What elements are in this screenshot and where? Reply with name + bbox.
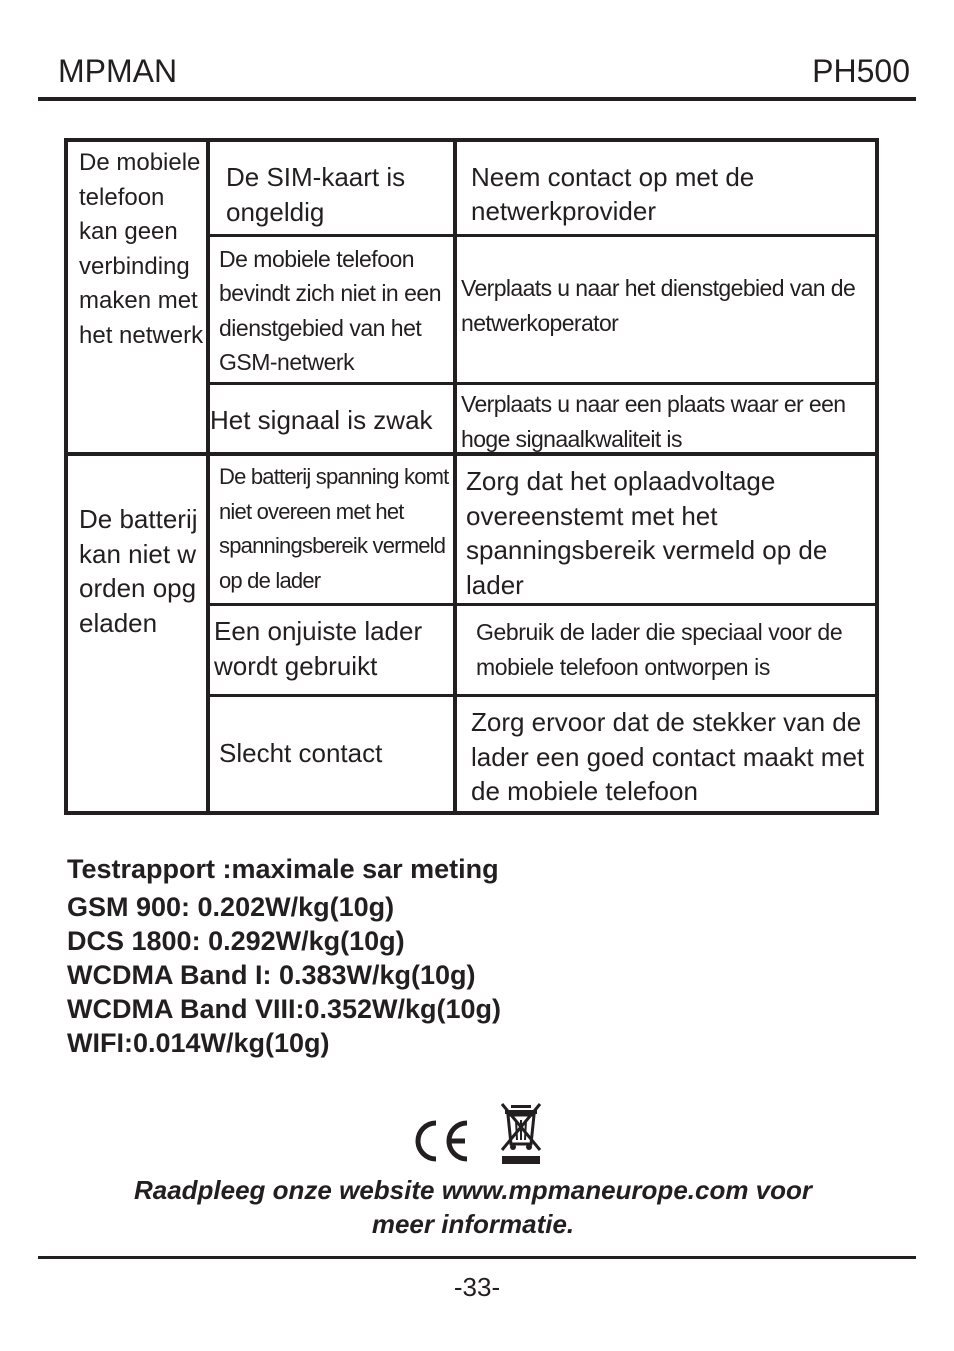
- report-line: WIFI:0.014W/kg(10g): [67, 1028, 330, 1058]
- footer-rule: [38, 1256, 916, 1259]
- report-title: Testrapport :maximale sar meting: [67, 854, 499, 884]
- cause-battery-voltage-mismatch: De batterij spanning komt niet overeen met het spanningsbereik vermeld op de lader: [219, 464, 449, 593]
- cause-weak-signal: Het signaal is zwak: [210, 405, 433, 435]
- report-line: WCDMA Band VIII:0.352W/kg(10g): [67, 994, 502, 1024]
- solution-move-to-strong-signal: Verplaats u naar een plaats waar er een hoge signaalkwaliteit is: [461, 391, 846, 452]
- ce-mark-icon: [410, 1116, 470, 1166]
- website-note: Raadpleeg onze website www.mpmaneurope.com voor meer informatie.: [133, 1175, 813, 1239]
- header-brand: MPMAN: [58, 53, 178, 89]
- certification-logos: [410, 1102, 550, 1166]
- header-model: PH500: [812, 53, 910, 89]
- solution-match-charge-voltage: Zorg dat het oplaadvoltage overeenstemt met het spanningsbereik vermeld op de lader: [466, 466, 828, 600]
- solution-contact-provider: Neem contact op met de netwerkprovider: [471, 162, 755, 226]
- sar-test-report: [67, 852, 501, 1060]
- problem-no-network: De mobiele telefoon kan geen verbinding maken met het netwerk: [79, 149, 204, 349]
- page-number: -33-: [453, 1272, 501, 1302]
- cause-wrong-charger: Een onjuiste lader wordt gebruikt: [214, 616, 423, 681]
- crossed-out-wheelie-bin-icon: [498, 1102, 544, 1166]
- header-rule: [38, 97, 916, 101]
- solution-use-dedicated-charger: Gebruik de lader die speciaal voor de mobiele telefoon ontworpen is: [476, 619, 843, 680]
- report-line: WCDMA Band I: 0.383W/kg(10g): [67, 960, 476, 990]
- problem-battery-not-charging: De batterij kan niet worden opgeladen: [79, 504, 198, 638]
- solution-move-to-service-area: Verplaats u naar het dienstgebied van de netwerkoperator: [461, 275, 856, 336]
- cause-bad-contact: Slecht contact: [219, 738, 383, 768]
- cause-outside-service-area: De mobiele telefoon bevindt zich niet in een dienstgebied van het GSM-netwerk: [219, 246, 441, 375]
- report-line: DCS 1800: 0.292W/kg(10g): [67, 926, 405, 956]
- cause-sim-invalid: De SIM-kaart is ongeldig: [226, 162, 406, 227]
- troubleshooting-table: [64, 138, 879, 815]
- solution-ensure-good-contact: Zorg ervoor dat de stekker van de lader een goed contact maakt met de mobiele telefoon: [471, 707, 865, 806]
- report-line: GSM 900: 0.202W/kg(10g): [67, 892, 395, 922]
